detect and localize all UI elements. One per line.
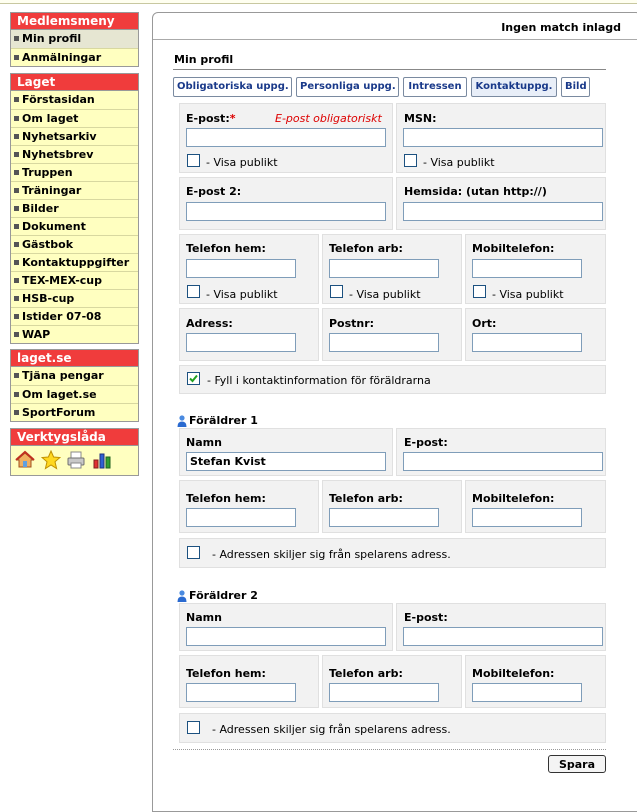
- top-border: [0, 0, 637, 4]
- sidebar-item-label: Kontaktuppgifter: [22, 256, 130, 269]
- email-error: E-post obligatoriskt: [275, 112, 382, 125]
- bullet-icon: [14, 224, 19, 229]
- printer-icon[interactable]: [66, 450, 86, 470]
- tab-personliga[interactable]: Personliga uppg.: [296, 77, 399, 97]
- bullet-icon: [14, 97, 19, 102]
- city-label: Ort:: [472, 317, 497, 330]
- sidebar-item-label: Om laget: [22, 112, 79, 125]
- team-menu-title: Laget: [11, 74, 138, 91]
- parent2-phone-work-label: Telefon arb:: [329, 667, 403, 680]
- sidebar-item-nyhetsarkiv[interactable]: [11, 127, 138, 145]
- sidebar-item-label: TEX-MEX-cup: [22, 274, 103, 287]
- member-menu-title: Medlemsmeny: [11, 13, 138, 30]
- sidebar-item-label: Bilder: [22, 202, 59, 215]
- sidebar-item-truppen[interactable]: [11, 163, 138, 181]
- person-icon: [177, 590, 187, 602]
- sidebar-item-label: Om laget.se: [22, 388, 97, 401]
- sidebar-item-dokument[interactable]: [11, 217, 138, 235]
- sidebar-item-kontaktuppgifter[interactable]: [11, 253, 138, 271]
- bullet-icon: [14, 314, 19, 319]
- phone-work-public-checkbox[interactable]: [330, 285, 343, 298]
- parent2-title: Föräldrer 2: [177, 589, 258, 602]
- phone-home-field[interactable]: [186, 259, 296, 278]
- bullet-icon: [14, 55, 19, 60]
- main-panel: [152, 12, 637, 812]
- home-icon[interactable]: [15, 450, 35, 470]
- sidebar-item-om-laget-se[interactable]: [11, 385, 138, 403]
- fill-parents-label: - Fyll i kontaktinformation för föräldrarna: [207, 374, 431, 387]
- divider: [173, 749, 606, 750]
- email2-field[interactable]: [186, 202, 386, 221]
- tab-intressen[interactable]: Intressen: [403, 77, 467, 97]
- bullet-icon: [14, 260, 19, 265]
- sidebar-item-sportforum[interactable]: [11, 403, 138, 421]
- show-public-label: - Visa publikt: [349, 288, 421, 301]
- mobile-label: Mobiltelefon:: [472, 242, 555, 255]
- sidebar-item-traningar[interactable]: [11, 181, 138, 199]
- bullet-icon: [14, 152, 19, 157]
- divider: [153, 39, 637, 40]
- sidebar-item-label: Truppen: [22, 166, 73, 179]
- bullet-icon: [14, 296, 19, 301]
- homepage-label: Hemsida: (utan http://): [404, 185, 547, 198]
- parent2-diff-address-label: - Adressen skiljer sig från spelarens adress.: [212, 723, 451, 736]
- sidebar-item-label: Min profil: [22, 32, 82, 45]
- bullet-icon: [14, 373, 19, 378]
- checkmark-icon: [188, 373, 199, 384]
- phone-work-field[interactable]: [329, 259, 439, 278]
- sidebar-item-label: WAP: [22, 328, 51, 341]
- email-label: E-post:*: [186, 112, 236, 125]
- msn-public-checkbox[interactable]: [404, 154, 417, 167]
- site-menu: [10, 349, 139, 422]
- parent2-email-label: E-post:: [404, 611, 448, 624]
- mobile-public-checkbox[interactable]: [473, 285, 486, 298]
- parent2-name-label: Namn: [186, 611, 222, 624]
- show-public-label: - Visa publikt: [492, 288, 564, 301]
- phone-home-label: Telefon hem:: [186, 242, 266, 255]
- sidebar-item-label: Förstasidan: [22, 93, 95, 106]
- bullet-icon: [14, 410, 19, 415]
- sidebar-item-tex-mex-cup[interactable]: [11, 271, 138, 289]
- phone-home-public-checkbox[interactable]: [187, 285, 200, 298]
- email-public-checkbox[interactable]: [187, 154, 200, 167]
- show-public-label: - Visa publikt: [423, 156, 495, 169]
- parent1-diff-address-label: - Adressen skiljer sig från spelarens adress.: [212, 548, 451, 561]
- parent1-diff-address-checkbox[interactable]: [187, 546, 200, 559]
- mobile-field[interactable]: [472, 259, 582, 278]
- parent1-mobile-label: Mobiltelefon:: [472, 492, 555, 505]
- required-mark: *: [229, 112, 236, 125]
- parent2-email-field[interactable]: [403, 627, 603, 646]
- show-public-label: - Visa publikt: [206, 156, 278, 169]
- msn-label: MSN:: [404, 112, 437, 125]
- bullet-icon: [14, 242, 19, 247]
- parent2-mobile-label: Mobiltelefon:: [472, 667, 555, 680]
- parent2-diff-address-checkbox[interactable]: [187, 721, 200, 734]
- sidebar-item-om-laget[interactable]: [11, 109, 138, 127]
- email-field[interactable]: [186, 128, 386, 147]
- sidebar-item-hsb-cup[interactable]: [11, 289, 138, 307]
- bullet-icon: [14, 116, 19, 121]
- sidebar-item-forstasidan[interactable]: [11, 91, 138, 109]
- divider: [173, 69, 606, 70]
- sidebar-item-label: Istider 07-08: [22, 310, 102, 323]
- toolbox-icons: [11, 446, 138, 475]
- phone-work-label: Telefon arb:: [329, 242, 403, 255]
- save-button[interactable]: Spara: [548, 755, 606, 773]
- bullet-icon: [14, 170, 19, 175]
- zip-label: Postnr:: [329, 317, 375, 330]
- bullet-icon: [14, 36, 19, 41]
- bullet-icon: [14, 278, 19, 283]
- email2-label: E-post 2:: [186, 185, 242, 198]
- address-field[interactable]: [186, 333, 296, 352]
- parent1-phone-work-label: Telefon arb:: [329, 492, 403, 505]
- parent2-phone-home-field[interactable]: [186, 683, 296, 702]
- show-public-label: - Visa publikt: [206, 288, 278, 301]
- chart-icon[interactable]: [92, 450, 112, 470]
- tab-bild[interactable]: Bild: [561, 77, 590, 97]
- sidebar-item-label: Nyhetsarkiv: [22, 130, 97, 143]
- parent2-name-field[interactable]: [186, 627, 386, 646]
- toolbox-title: Verktygslåda: [11, 429, 138, 446]
- sidebar-item-label: Dokument: [22, 220, 86, 233]
- parent2-phone-home-label: Telefon hem:: [186, 667, 266, 680]
- parent1-email-label: E-post:: [404, 436, 448, 449]
- sidebar-item-wap[interactable]: [11, 325, 138, 343]
- bullet-icon: [14, 332, 19, 337]
- toolbox: [10, 428, 139, 476]
- parent1-phone-home-label: Telefon hem:: [186, 492, 266, 505]
- bullet-icon: [14, 206, 19, 211]
- parent2-mobile-field[interactable]: [472, 683, 582, 702]
- tab-obligatoriska[interactable]: Obligatoriska uppg.: [173, 77, 292, 97]
- member-menu: [10, 12, 139, 67]
- sidebar-item-label: Anmälningar: [22, 51, 102, 64]
- sidebar-item-istider[interactable]: [11, 307, 138, 325]
- homepage-field[interactable]: [403, 202, 603, 221]
- team-menu: [10, 73, 139, 344]
- sidebar-item-label: Tjäna pengar: [22, 369, 104, 382]
- parent1-phone-home-field[interactable]: [186, 508, 296, 527]
- zip-field[interactable]: [329, 333, 439, 352]
- tab-kontaktuppg[interactable]: Kontaktuppg.: [471, 77, 557, 97]
- sidebar-item-label: Nyhetsbrev: [22, 148, 94, 161]
- person-icon: [177, 415, 187, 427]
- msn-field[interactable]: [403, 128, 603, 147]
- parent2-phone-work-field[interactable]: [329, 683, 439, 702]
- sidebar-item-anmalningar[interactable]: [11, 48, 138, 66]
- sidebar-item-label: HSB-cup: [22, 292, 75, 305]
- page-title: Min profil: [174, 53, 234, 66]
- bullet-icon: [14, 392, 19, 397]
- sidebar-item-label: Träningar: [22, 184, 82, 197]
- city-field[interactable]: [472, 333, 582, 352]
- fill-parents-checkbox[interactable]: [187, 372, 200, 385]
- parent1-title: Föräldrer 1: [177, 414, 258, 427]
- bullet-icon: [14, 188, 19, 193]
- address-label: Adress:: [186, 317, 233, 330]
- sidebar-item-tjana-pengar[interactable]: [11, 367, 138, 385]
- parent1-mobile-field[interactable]: [472, 508, 582, 527]
- match-status: Ingen match inlagd: [501, 21, 621, 34]
- parent1-email-field[interactable]: [403, 452, 603, 471]
- sidebar-item-nyhetsbrev[interactable]: [11, 145, 138, 163]
- sidebar-item-label: SportForum: [22, 406, 96, 419]
- sidebar-item-min-profil[interactable]: [11, 30, 138, 48]
- parent1-name-field[interactable]: [186, 452, 386, 471]
- bullet-icon: [14, 134, 19, 139]
- parent1-phone-work-field[interactable]: [329, 508, 439, 527]
- site-menu-title: laget.se: [11, 350, 138, 367]
- star-icon[interactable]: [41, 450, 61, 470]
- parent1-name-label: Namn: [186, 436, 222, 449]
- sidebar-item-bilder[interactable]: [11, 199, 138, 217]
- sidebar-item-label: Gästbok: [22, 238, 74, 251]
- sidebar-item-gastbok[interactable]: [11, 235, 138, 253]
